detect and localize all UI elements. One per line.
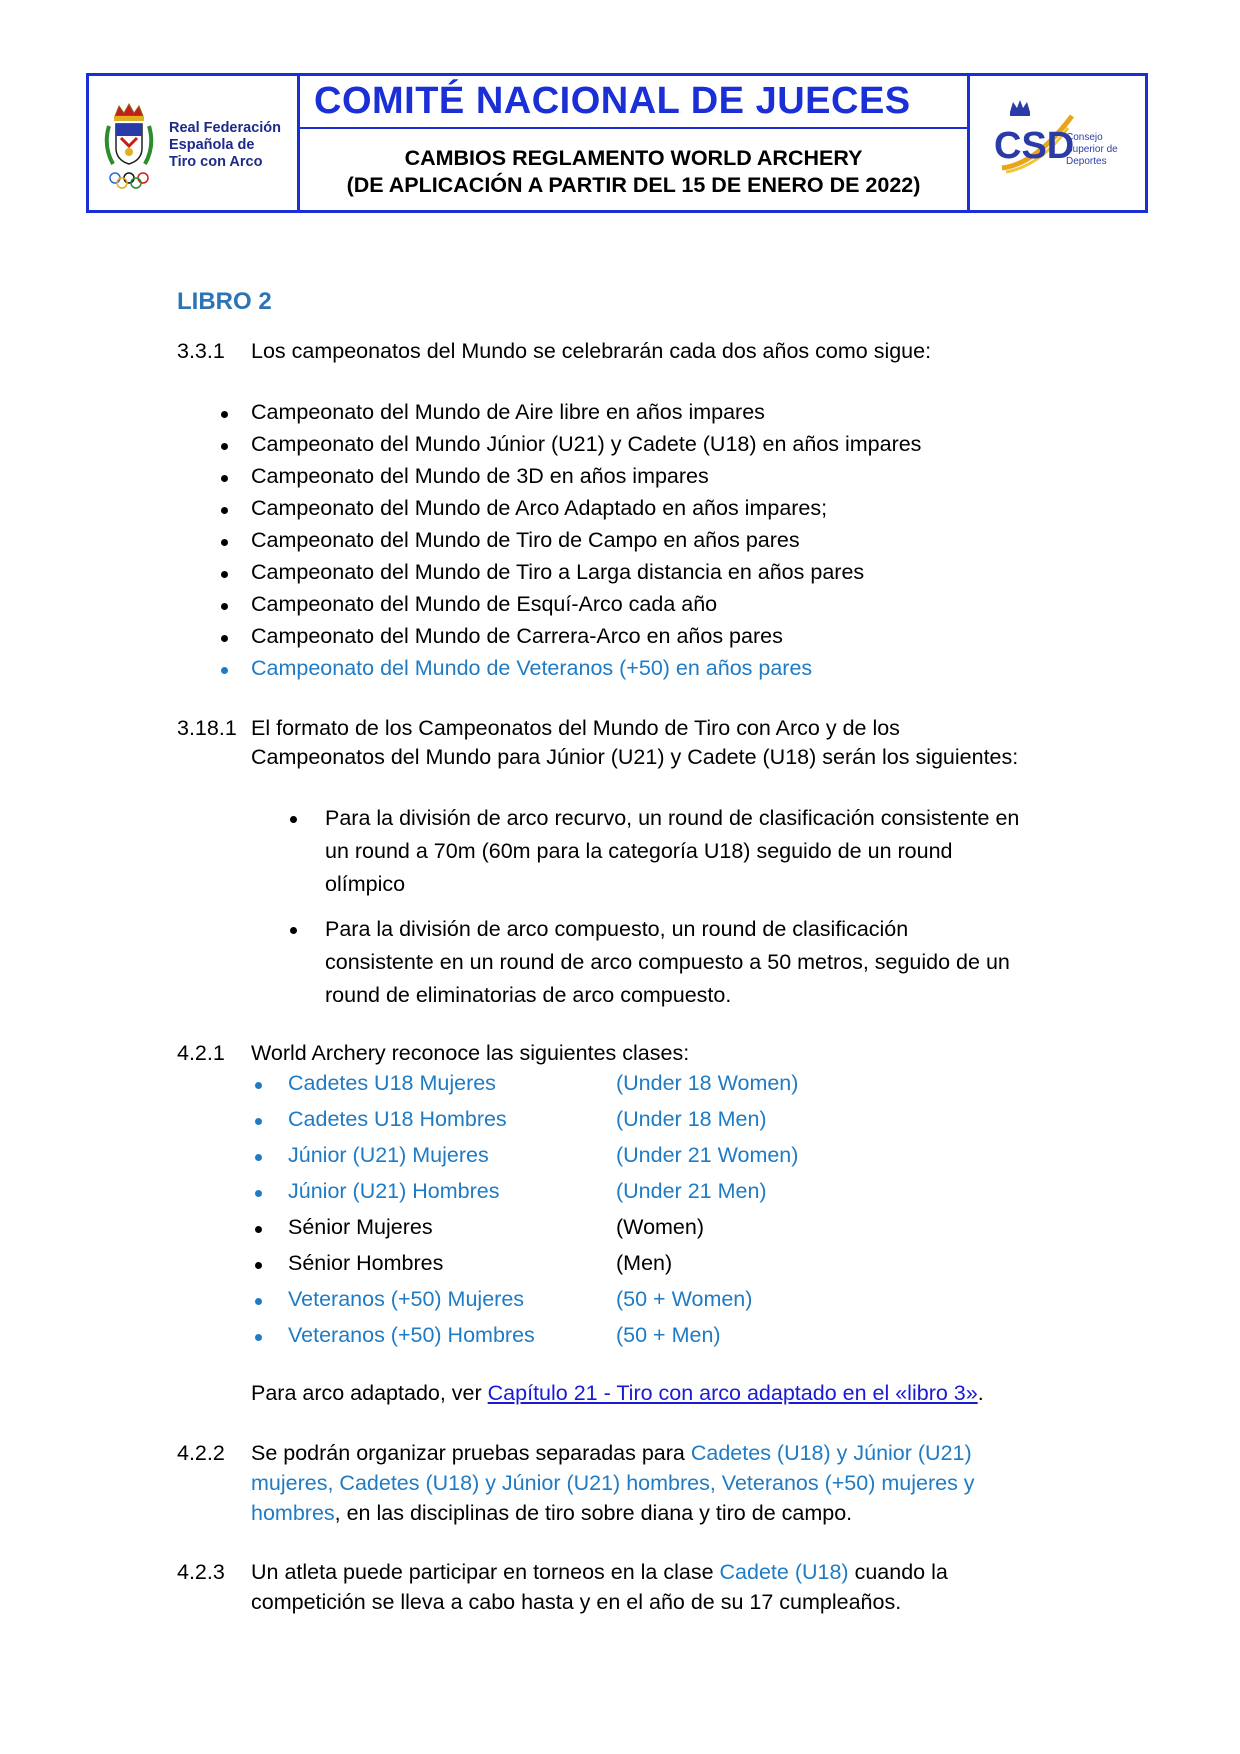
bullet-icon [290, 927, 297, 934]
text-run: cuando la [848, 1560, 948, 1584]
class-name: Veteranos (+50) Hombres [288, 1323, 535, 1347]
clause-number: 4.2.1 [177, 1041, 225, 1065]
bullet-icon [221, 475, 228, 482]
bullet-icon [255, 1118, 262, 1125]
bullet-icon [221, 539, 228, 546]
bullet-icon [255, 1154, 262, 1161]
clause-text [251, 1560, 948, 1585]
class-name-en: (Under 18 Women) [616, 1071, 799, 1095]
format-text: round de eliminatorias de arco compuesto. [325, 983, 732, 1007]
text-run: Se podrán organizar pruebas separadas para [251, 1441, 691, 1465]
class-name-en: (Women) [616, 1215, 705, 1239]
header-title-block [300, 76, 970, 210]
list-item: Campeonato del Mundo de Esquí-Arco cada año [251, 592, 718, 616]
list-item: Campeonato del Mundo de Aire libre en años impares [251, 400, 765, 424]
clause-text: Campeonatos del Mundo para Júnior (U21) y Cadete (U18) serán los siguientes: [251, 745, 1019, 769]
text-run: Un atleta puede participar en torneos en la clase [251, 1560, 720, 1584]
bullet-icon [221, 507, 228, 514]
class-name-en: (50 + Men) [616, 1323, 721, 1347]
text-run: , en las disciplinas de tiro sobre diana y tiro de campo. [334, 1501, 853, 1525]
class-name: Cadetes U18 Hombres [288, 1107, 507, 1131]
clause-text: World Archery reconoce las siguientes clases: [251, 1041, 690, 1065]
class-name: Júnior (U21) Mujeres [288, 1143, 489, 1167]
format-text: un round a 70m (60m para la categoría U18) seguido de un round [325, 839, 953, 863]
list-item: Campeonato del Mundo de Arco Adaptado en años impares; [251, 496, 828, 520]
class-name: Cadetes U18 Mujeres [288, 1071, 496, 1095]
section-heading: LIBRO 2 [177, 288, 272, 315]
bullet-icon [221, 667, 228, 674]
csd-abbr: CSD [994, 125, 1075, 167]
note-prefix: Para arco adaptado, ver [251, 1381, 488, 1405]
class-name-en: (50 + Women) [616, 1287, 753, 1311]
list-item-changed: Campeonato del Mundo de Veteranos (+50) en años pares [251, 656, 813, 680]
csd-logo-icon [988, 94, 1078, 194]
bullet-icon [221, 635, 228, 642]
csd-caption-line: Deportes [1066, 156, 1107, 167]
clause-text [251, 1441, 972, 1466]
subtitle-line-2: (DE APLICACIÓN A PARTIR DEL 15 DE ENERO DE 2022) [346, 172, 921, 197]
bullet-icon [290, 816, 297, 823]
clause-number: 3.3.1 [177, 339, 225, 363]
bullet-icon [255, 1190, 262, 1197]
format-text: olímpico [325, 872, 406, 896]
format-text: consistente en un round de arco compuesto a 50 metros, seguido de un [325, 950, 1010, 974]
list-item: Campeonato del Mundo de Carrera-Arco en años pares [251, 624, 783, 648]
format-text: Para la división de arco compuesto, un round de clasificación [325, 917, 909, 941]
class-name-en: (Under 21 Women) [616, 1143, 799, 1167]
bullet-icon [255, 1226, 262, 1233]
document-header [86, 73, 1148, 213]
subtitle-cell [300, 129, 967, 210]
clause-text-changed: mujeres, Cadetes (U18) y Júnior (U21) hombres, Veteranos (+50) mujeres y [251, 1471, 975, 1495]
csd-caption-line: Consejo [1066, 132, 1103, 143]
clause-text: competición se lleva a cabo hasta y en el año de su 17 cumpleaños. [251, 1590, 902, 1614]
csd-caption [1066, 132, 1118, 168]
text-run-changed: Cadete (U18) [719, 1560, 849, 1584]
list-item: Campeonato del Mundo de 3D en años impares [251, 464, 709, 488]
federation-name-line: Tiro con Arco [169, 154, 263, 170]
committee-title: COMITÉ NACIONAL DE JUECES [314, 80, 911, 122]
federation-name-line: Real Federación [169, 120, 282, 136]
class-name-en: (Men) [616, 1251, 673, 1275]
bullet-icon [221, 411, 228, 418]
clause-text: El formato de los Campeonatos del Mundo de Tiro con Arco y de los [251, 716, 900, 740]
csd-logo-cell [970, 76, 1145, 210]
list-item: Campeonato del Mundo de Tiro de Campo en años pares [251, 528, 800, 552]
clause-number: 4.2.2 [177, 1441, 225, 1465]
chapter-21-link[interactable]: Capítulo 21 - Tiro con arco adaptado en el «libro 3» [487, 1381, 978, 1405]
federation-name-line: Española de [169, 137, 255, 153]
bullet-icon [255, 1082, 262, 1089]
clause-number: 3.18.1 [177, 716, 237, 740]
clause-text [251, 1501, 852, 1526]
class-name-en: (Under 21 Men) [616, 1179, 767, 1203]
class-name: Veteranos (+50) Mujeres [288, 1287, 525, 1311]
note-suffix: . [977, 1381, 984, 1405]
format-text: Para la división de arco recurvo, un round de clasificación consistente en [325, 806, 1020, 830]
bullet-icon [221, 571, 228, 578]
clause-text: Los campeonatos del Mundo se celebrarán cada dos años como sigue: [251, 339, 932, 363]
class-name-en: (Under 18 Men) [616, 1107, 767, 1131]
bullet-icon [221, 603, 228, 610]
list-item: Campeonato del Mundo de Tiro a Larga distancia en años pares [251, 560, 865, 584]
class-name: Sénior Mujeres [288, 1215, 433, 1239]
clause-number: 4.2.3 [177, 1560, 225, 1584]
class-name: Júnior (U21) Hombres [288, 1179, 500, 1203]
list-item: Campeonato del Mundo Júnior (U21) y Cadete (U18) en años impares [251, 432, 922, 456]
federation-name [169, 120, 281, 171]
bullet-icon [255, 1298, 262, 1305]
text-run-changed: Cadetes (U18) y Júnior (U21) [690, 1441, 972, 1465]
adapted-archery-note [251, 1381, 984, 1406]
title-cell [300, 76, 967, 129]
csd-caption-line: Superior de [1066, 144, 1118, 155]
class-name: Sénior Hombres [288, 1251, 444, 1275]
bullet-icon [255, 1262, 262, 1269]
bullet-icon [255, 1334, 262, 1341]
subtitle-line-1: CAMBIOS REGLAMENTO WORLD ARCHERY [404, 145, 863, 170]
rfeta-crest-icon [103, 102, 155, 194]
bullet-icon [221, 443, 228, 450]
rfeta-logo-cell [89, 76, 300, 210]
text-run-changed: hombres [251, 1501, 335, 1525]
